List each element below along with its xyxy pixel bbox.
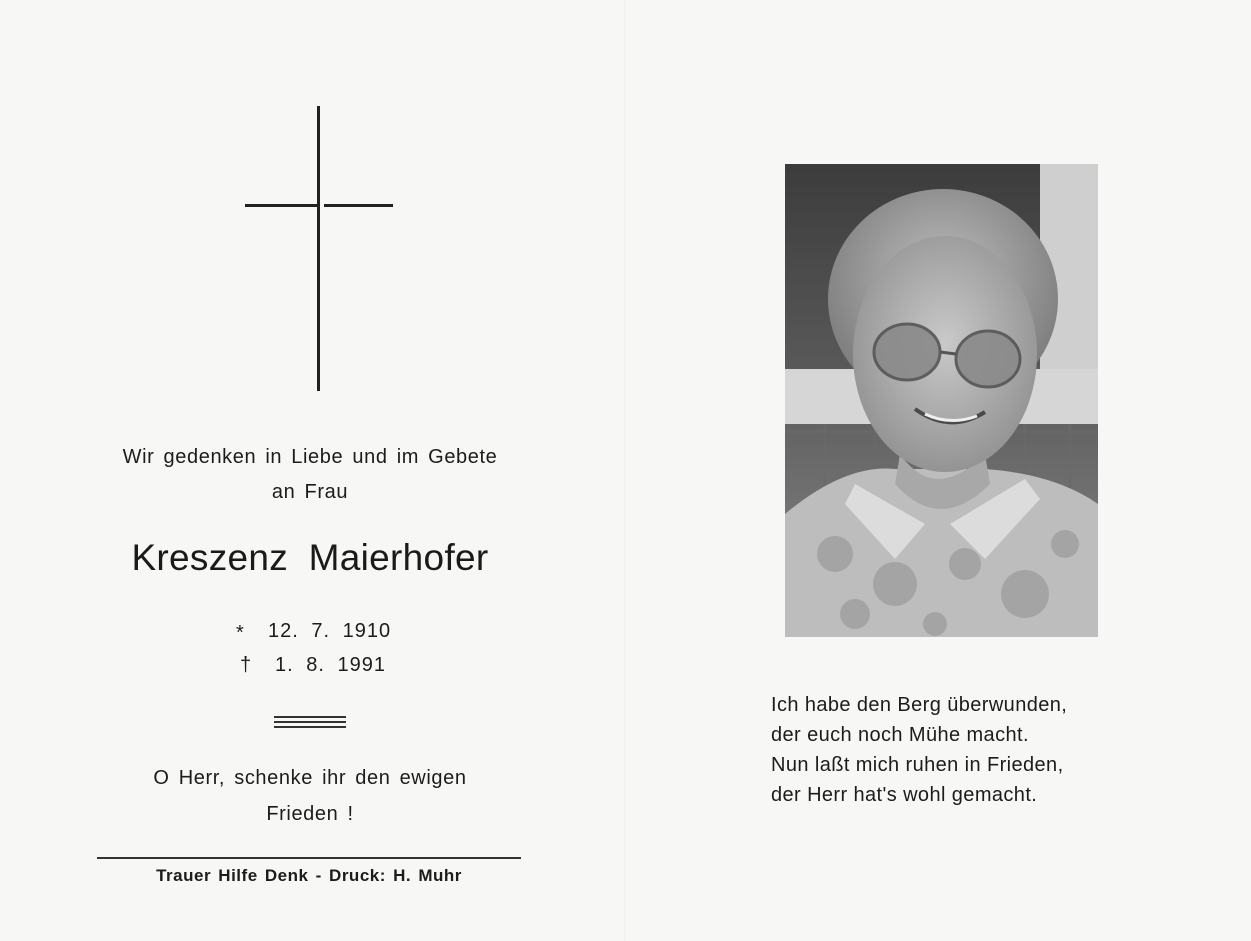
- left-page: [0, 0, 625, 941]
- death-symbol: †: [240, 654, 252, 676]
- double-rule-top: [274, 716, 346, 718]
- birth-date: 12. 7. 1910: [268, 620, 392, 642]
- poem-line: der euch noch Mühe macht.: [771, 724, 1029, 746]
- death-date: 1. 8. 1991: [275, 654, 386, 676]
- poem: [771, 690, 1191, 810]
- deceased-name: Kreszenz Maierhofer: [131, 537, 489, 578]
- right-page: [625, 0, 1251, 941]
- portrait-photo: [785, 164, 1098, 637]
- printer-credit: Trauer Hilfe Denk - Druck: H. Muhr: [156, 866, 462, 885]
- prayer-line-1: O Herr, schenke ihr den ewigen: [153, 767, 467, 789]
- double-rule-bottom: [274, 726, 346, 728]
- intro-line-1: Wir gedenken in Liebe und im Gebete: [122, 446, 498, 468]
- footer-rule: [97, 857, 521, 859]
- intro-line-2: an Frau: [271, 481, 349, 503]
- poem-line: Nun laßt mich ruhen in Frieden,: [771, 754, 1064, 776]
- birth-symbol: *: [236, 622, 244, 644]
- poem-line: der Herr hat's wohl gemacht.: [771, 784, 1038, 806]
- double-rule-middle: [274, 721, 346, 723]
- poem-line: Ich habe den Berg überwunden,: [771, 694, 1068, 716]
- cross-icon: [245, 106, 393, 391]
- prayer-line-2: Frieden !: [266, 803, 354, 825]
